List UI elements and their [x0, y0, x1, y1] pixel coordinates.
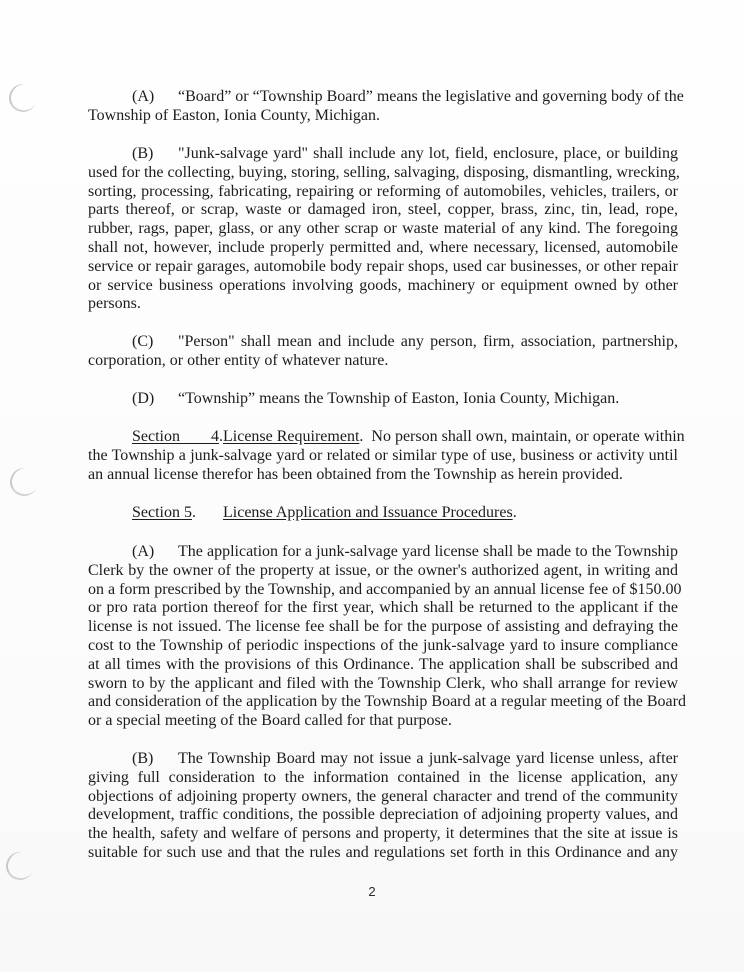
definition-c: (C) "Person" shall mean and include any person, firm, association, partnership, corporation, or other entity of whatever nature.	[88, 333, 678, 369]
section-5-subsection-b: (B) The Township Board may not issue a junk-salvage yard license unless, after giving full consideration to the information contained in the license application, any objections of adjoining property owners, the general character and trend of the community development, traffic conditions, the possible depreciation of adjoining property values, and the health, safety and welfare of persons and property, it determines that the site at issue is suitable for such use and that the rules and regulations set forth in this Ordinance and any	[88, 750, 678, 861]
subsection-label: (A)	[132, 543, 155, 560]
section-5-heading: Section 5. License Application and Issuance Procedures.	[132, 504, 517, 521]
definition-label: (C)	[132, 333, 154, 350]
section-5-subsection-a: (A) The application for a junk-salvage yard license shall be made to the Township Clerk by the owner of the property at issue, or the owner's authorized agent, in writing and on a form prescribed by the Township, and accompanied by an annual license fee of $150.00 or pro rata portion thereof for the first year, which shall be returned to the applicant if the license is not issued. The license fee shall be for the purpose of assisting and defraying the cost to the Township of periodic inspections of the junk-salvage yard to insure compliance at all times with the provisions of this Ordinance. The application shall be subscribed and sworn to by the applicant and filed with the Township Clerk, who shall arrange for review and consideration of the application by the Township Board at a regular meeting of the Board or a special meeting of the Board called for that purpose.	[88, 543, 686, 730]
definition-label: (D)	[132, 390, 155, 407]
page-number: 2	[368, 884, 376, 899]
definition-label: (A)	[132, 88, 155, 105]
definition-b: (B) "Junk-salvage yard" shall include any lot, field, enclosure, place, or building used for the collecting, buying, storing, selling, salvaging, disposing, dismantling, wrecking, sorting, processing, fabricating, repairing or reforming of automobiles, vehicles, trailers, or parts thereof, or scrap, waste or damaged iron, steel, copper, brass, zinc, tin, lead, rope, rubber, rags, paper, glass, or any other scrap or waste material of any kind. The foregoing shall not, however, include properly permitted and, where necessary, licensed, automobile service or repair garages, automobile body repair shops, used car businesses, or other repair or service business operations involving goods, machinery or equipment owned by other persons.	[88, 145, 680, 313]
subsection-label: (B)	[132, 750, 154, 767]
section-number: Section 4	[132, 428, 219, 445]
section-number: Section 5	[132, 504, 192, 521]
section-4: Section 4.License Requirement. No person shall own, maintain, or operate within the Township a junk-salvage yard or related or similar type of use, business or activity until an annual license therefor has been obtained from the Township as herein provided.	[88, 428, 685, 483]
punch-hole-mark	[7, 465, 41, 499]
section-title: License Application and Issuance Procedures	[223, 504, 513, 521]
definition-a: (A) “Board” or “Township Board” means the legislative and governing body of the Township of Easton, Ionia County, Michigan.	[88, 88, 684, 124]
section-title: License Requirement	[223, 428, 360, 445]
definition-d: (D) “Township” means the Township of Easton, Ionia County, Michigan.	[132, 390, 620, 407]
punch-hole-mark	[6, 81, 40, 115]
definition-label: (B)	[132, 145, 154, 162]
punch-hole-mark	[3, 849, 37, 883]
